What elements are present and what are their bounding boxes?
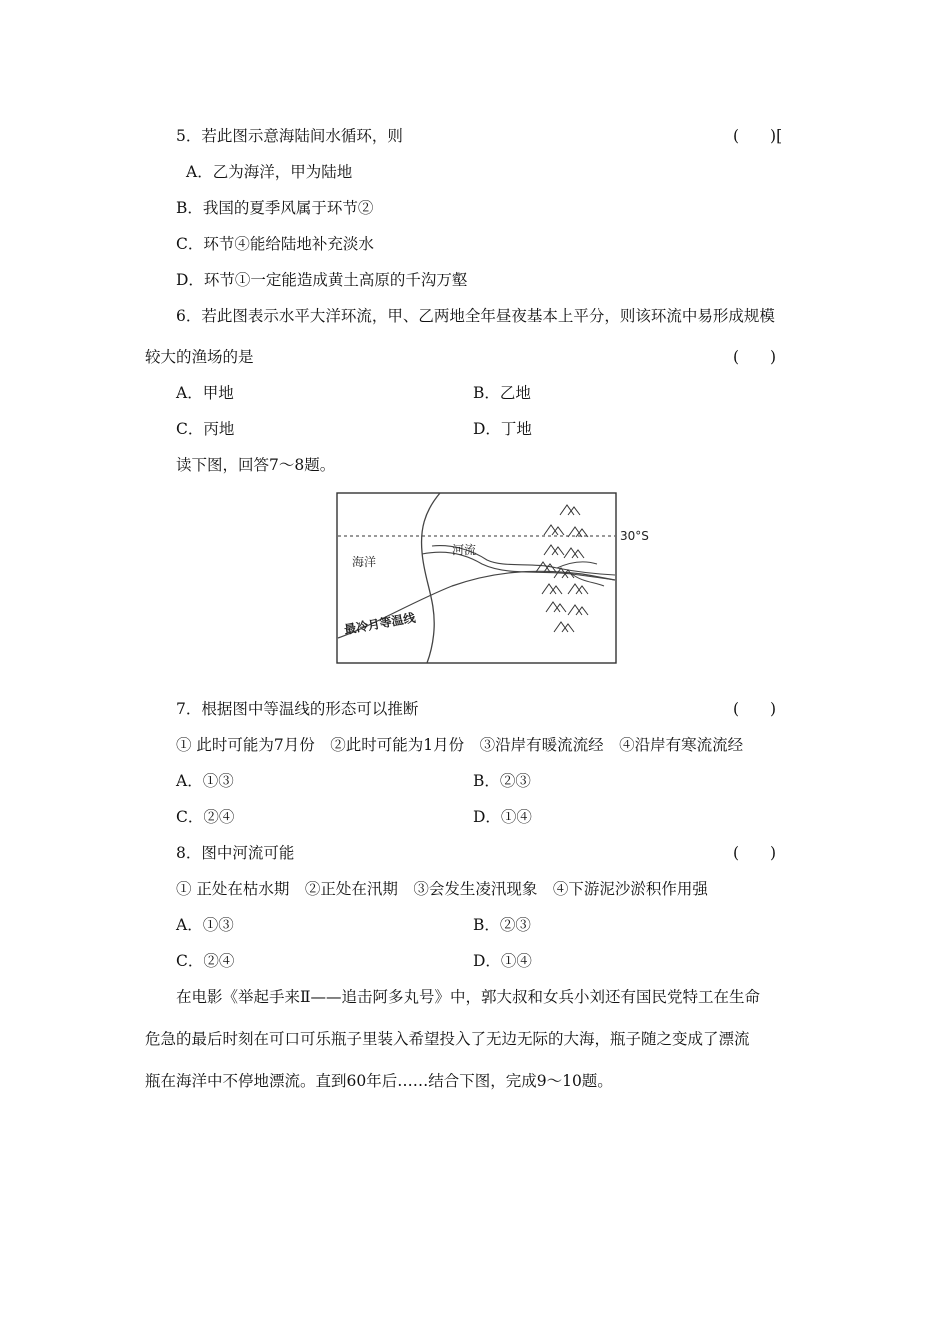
q8-statements: ① 正处在枯水期 ②正处在汛期 ③会发生凌汛现象 ④下游泥沙淤积作用强: [176, 880, 708, 898]
q7-stem: 7．根据图中等温线的形态可以推断: [176, 700, 419, 718]
q8-option-d: D．①④: [473, 952, 532, 970]
q6-option-d: D．丁地: [473, 420, 532, 438]
isotherm-label: 最冷月等温线: [343, 610, 417, 637]
map-figure: [332, 490, 652, 666]
q6-stem-line1: 6．若此图表示水平大洋环流，甲、乙两地全年昼夜基本上平分，则该环流中易形成规模: [176, 307, 775, 325]
q7-answer-bracket: ( ): [733, 700, 777, 718]
q6-answer-bracket: ( ): [733, 348, 777, 366]
q6-option-c: C．丙地: [176, 420, 235, 438]
passage-line1: 在电影《举起手来Ⅱ——追击阿多丸号》中，郭大叔和女兵小刘还有国民党特工在生命: [176, 988, 761, 1006]
latitude-label: 30°S: [620, 529, 649, 543]
q7-option-d: D．①④: [473, 808, 532, 826]
q5-option-d: D．环节①一定能造成黄土高原的千沟万壑: [176, 271, 468, 289]
q5-option-a: A．乙为海洋，甲为陆地: [186, 163, 353, 181]
q8-option-a: A．①③: [176, 916, 234, 934]
ocean-label: 海洋: [352, 555, 377, 569]
q7-option-a: A．①③: [176, 772, 234, 790]
q8-answer-bracket: ( ): [733, 844, 777, 862]
q6-option-b: B．乙地: [473, 384, 531, 402]
q6-stem-line2: 较大的渔场的是: [145, 348, 254, 366]
intro-7-8: 读下图，回答7～8题。: [176, 456, 336, 474]
q5-option-b: B．我国的夏季风属于环节②: [176, 199, 374, 217]
q7-option-b: B．②③: [473, 772, 531, 790]
q8-option-c: C．②④: [176, 952, 235, 970]
passage-line2: 危急的最后时刻在可口可乐瓶子里装入希望投入了无边无际的大海，瓶子随之变成了漂流: [145, 1030, 750, 1048]
q8-stem: 8．图中河流可能: [176, 844, 295, 862]
passage-line3: 瓶在海洋中不停地漂流。直到60年后……结合下图，完成9～10题。: [145, 1072, 613, 1090]
q5-answer-bracket: ( )[: [733, 127, 783, 145]
q7-statements: ① 此时可能为7月份 ②此时可能为1月份 ③沿岸有暖流流经 ④沿岸有寒流流经: [176, 736, 744, 754]
q8-option-b: B．②③: [473, 916, 531, 934]
q5-option-c: C．环节④能给陆地补充淡水: [176, 235, 374, 253]
q6-option-a: A．甲地: [176, 384, 234, 402]
q7-option-c: C．②④: [176, 808, 235, 826]
river-label: 河流: [452, 543, 477, 557]
q5-stem: 5．若此图示意海陆间水循环，则: [176, 127, 403, 145]
